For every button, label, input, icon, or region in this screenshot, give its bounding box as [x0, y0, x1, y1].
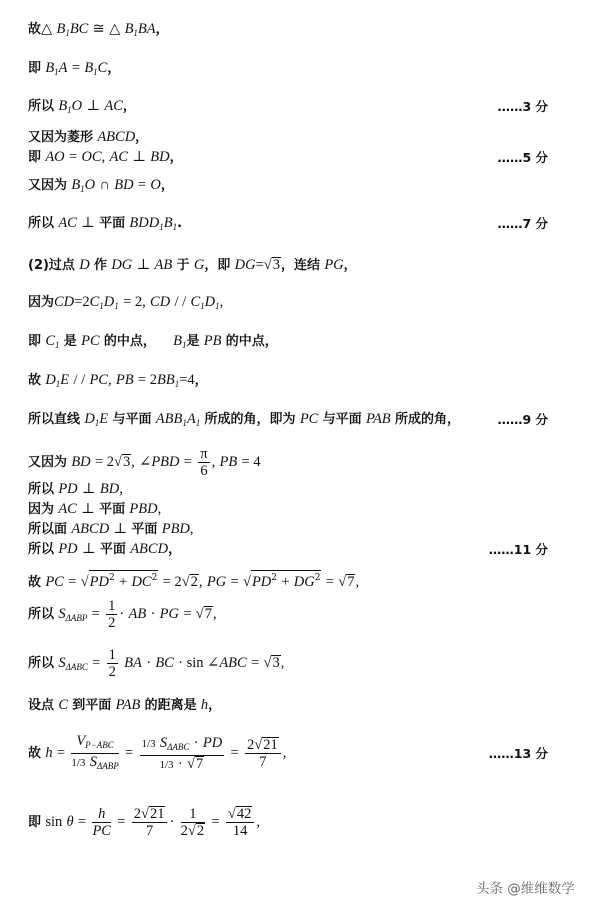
proof-line-12: 所以直线 $D_1E$ 与平面 $ABB_1A_1$ 所成的角，即为 PC 与平面 PAB 所成的角，: [28, 411, 460, 428]
score-3: ……3 分: [497, 99, 548, 114]
proof-line-6: 又因为 $B_1O$ ∩ BD = O，: [28, 177, 174, 194]
proof-line-4: 又因为菱形 ABCD，: [28, 129, 149, 145]
score-5: ……5 分: [497, 150, 548, 165]
proof-line-1: 故△ $B_1BC$ ≅ △ $B_1BA$，: [28, 21, 169, 38]
proof-line-3: 所以 $B_1O$ ⊥ AC，: [28, 98, 136, 115]
proof-line-9: 因为$CD=2C_1D_1 = 2$, CD / / $C_1D_1$,: [28, 294, 224, 311]
proof-line-8: (2)过点 D 作 DG ⊥ AB 于 G，即 DG=√3，连结 PG，: [28, 257, 357, 273]
proof-line-14: 所以 PD ⊥ BD,: [28, 481, 123, 497]
proof-line-17: 所以 PD ⊥ 平面 ABCD，: [28, 541, 182, 557]
proof-line-23: 即 sin θ = $\frac{h}{PC}$ = $\frac{2√21}{7}$ · $\frac{1}{2√2}$ = $\frac{√42}{14}$ ,: [28, 806, 260, 839]
proof-line-11: 故 $D_1E$ / / PC, PB = $2BB_1=4$，: [28, 372, 208, 389]
score-13: ……13 分: [488, 746, 548, 761]
watermark: 头条 @维维数学: [476, 881, 575, 897]
proof-line-16: 所以面 ABCD ⊥ 平面 PBD,: [28, 521, 194, 537]
proof-line-5: 即 AO = OC, AC ⊥ BD，: [28, 149, 183, 165]
proof-line-7: 所以 AC ⊥ 平面 $BDD_1B_1$.: [28, 215, 183, 232]
proof-line-22: 故 h = $\frac{V_{P-ABC}}{1/3 S_{\Delta ABP}}$ = $\frac{1/3 S_{\Delta ABC} \cdot PD}{1/3 \cdot √7}$ = $\frac{2√21}{7}$ ,: [28, 733, 287, 772]
proof-line-2: 即 $B_1A = B_1C$，: [28, 60, 121, 77]
score-7: ……7 分: [497, 216, 548, 231]
score-11: ……11 分: [488, 542, 548, 557]
proof-line-18: 故 PC = $√PD^2 + DC^2 = 2√2$, PG = $√PD^2 + DG^2 = √7$,: [28, 570, 359, 592]
proof-line-20: 所以 $S_{\Delta ABC}$ = $\frac{1}{2}$ BA · BC · sin ∠ABC = √3,: [28, 647, 285, 680]
proof-line-13: 又因为 BD = 2√3, ∠PBD = $\frac{\pi}{6}$ , PB = 4: [28, 446, 261, 479]
proof-line-10: 即 $C_1$ 是 PC 的中点， $B_1$是 PB 的中点，: [28, 333, 278, 350]
proof-line-19: 所以 $S_{\Delta ABP}$ = $\frac{1}{2}$ · AB · PG = √7,: [28, 598, 217, 631]
proof-line-15: 因为 AC ⊥ 平面 PBD,: [28, 501, 162, 517]
score-9: ……9 分: [497, 412, 548, 427]
proof-line-21: 设点 C 到平面 PAB 的距离是 h，: [28, 697, 222, 713]
